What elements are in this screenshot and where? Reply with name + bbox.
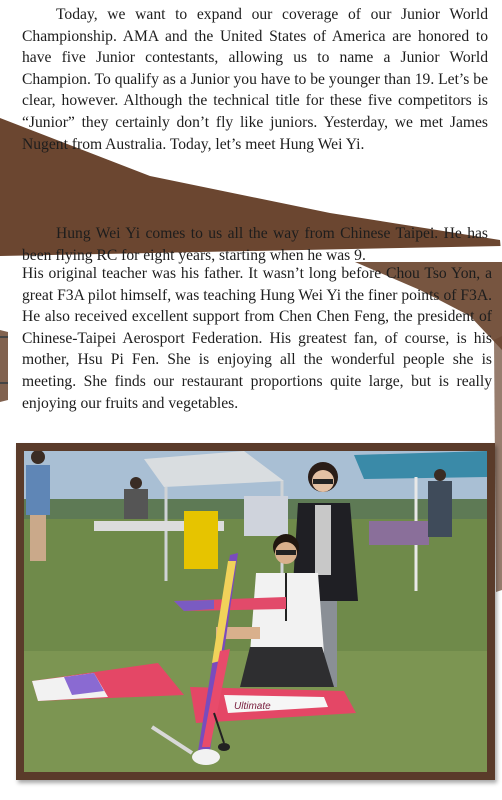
article-paragraph-3: His original teacher was his father. It wasn’t long before Chou Tso Yon, a great F3A pilot himself, was teaching Hung Wei Yi the finer points of F3A. He also received excellent support from Chen Chen Feng, the president of Chinese-Taipei Aerosport Federation. His greatest fan, of course, is his mother, Hsu Pi Fen. She is enjoying all the wonderful people she is meeting. She finds our restaurant proportions quite large, but is really enjoying our fruits and vegetables. xyxy=(22,265,492,412)
right-brown-edge xyxy=(494,336,502,592)
article-paragraph-2: Hung Wei Yi comes to us all the way from Chinese Taipei. He has been flying RC for eight years, starting when he was 9. xyxy=(22,225,488,264)
photo-pilot-with-mother xyxy=(24,451,487,772)
left-brown-edge xyxy=(0,330,8,402)
wing-text: Ultimate xyxy=(234,701,271,712)
photo-illustration xyxy=(24,451,487,772)
article-paragraph-1: Today, we want to expand our coverage of our Junior World Championship. AMA and the United States of America are honored to have five Junior contestants, allowing us to name a Junior World Champion. To qualify as a Junior you have to be younger than 19. Let’s be clear, however. Although the technical title for these five competitors is “Junior” they certainly don’t fly like juniors. Yesterday, we met James Nugent from Australia. Today, let’s meet Hung Wei Yi. xyxy=(22,6,488,153)
photo-frame xyxy=(16,443,495,780)
